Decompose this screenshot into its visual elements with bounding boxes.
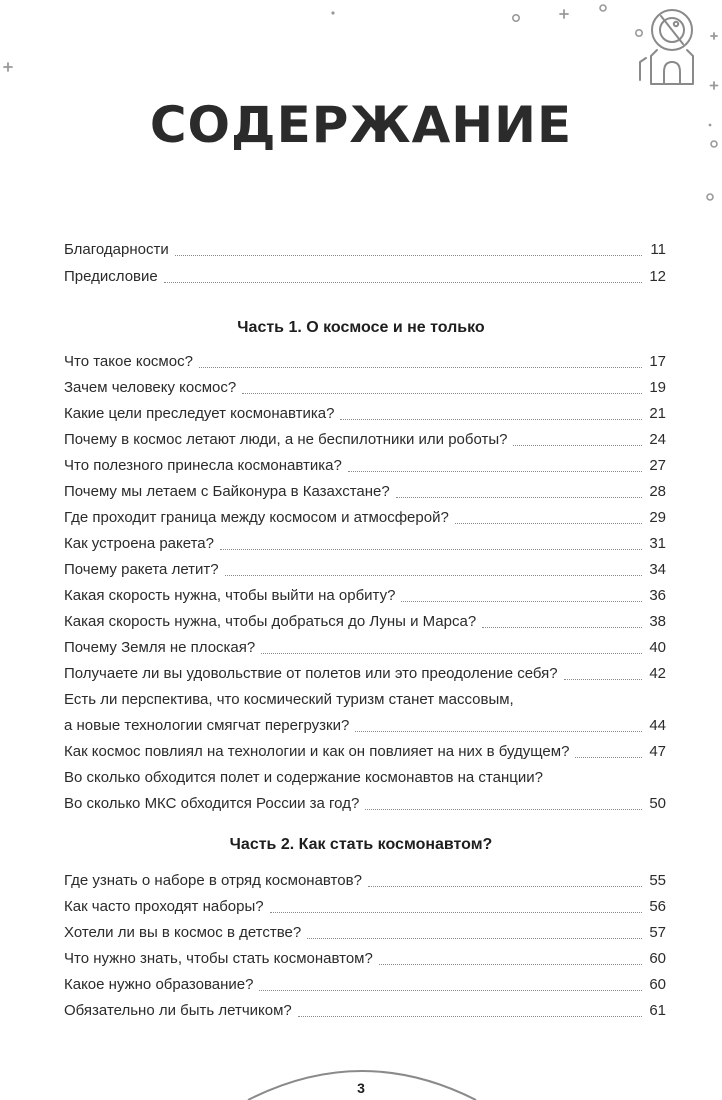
toc-entry-page: 60 bbox=[649, 976, 666, 993]
dot-leader bbox=[396, 497, 642, 498]
toc-entry-page: 21 bbox=[649, 405, 666, 422]
toc-entry-title: Зачем человеку космос? bbox=[64, 379, 237, 396]
dot-leader bbox=[242, 393, 642, 394]
toc-entry[interactable] bbox=[64, 894, 666, 920]
toc-entry-title-line: Во сколько обходится полет и содержание космонавтов на станции? bbox=[64, 769, 543, 786]
toc-entry-page: 60 bbox=[649, 950, 666, 967]
toc-entry-title: Какое нужно образование? bbox=[64, 976, 254, 993]
star-icon bbox=[711, 33, 717, 39]
dot-leader bbox=[513, 445, 642, 446]
toc-entry-title: Где узнать о наборе в отряд космонавтов? bbox=[64, 872, 362, 889]
star-icon bbox=[711, 82, 718, 89]
dot-leader bbox=[261, 653, 642, 654]
toc-entry-title: Какие цели преследует космонавтика? bbox=[64, 405, 335, 422]
astronaut-icon bbox=[640, 10, 693, 84]
toc-entry-title: Во сколько МКС обходится России за год? bbox=[64, 795, 360, 812]
toc-entry[interactable] bbox=[64, 427, 666, 453]
page-title: СОДЕРЖАНИЕ bbox=[149, 96, 573, 154]
toc-entry-title: Что такое космос? bbox=[64, 353, 193, 370]
page-number: 3 bbox=[357, 1080, 365, 1096]
toc-entry-page: 29 bbox=[649, 509, 666, 526]
toc-entry[interactable] bbox=[64, 453, 666, 479]
dot-leader bbox=[401, 601, 642, 602]
toc-entry-page: 31 bbox=[649, 535, 666, 552]
dot-leader bbox=[175, 255, 642, 256]
section-heading-part1: Часть 1. О космосе и не только bbox=[237, 319, 485, 336]
toc-entry[interactable] bbox=[64, 349, 666, 375]
toc-entry-title: Почему Земля не плоская? bbox=[64, 639, 256, 656]
toc-entry-page: 24 bbox=[649, 431, 666, 448]
toc-entry[interactable] bbox=[64, 920, 666, 946]
toc-entry-page: 40 bbox=[649, 639, 666, 656]
dot-leader bbox=[355, 731, 642, 732]
toc-entry[interactable] bbox=[64, 998, 666, 1024]
toc-entry-page: 28 bbox=[649, 483, 666, 500]
toc-entry-title: Что нужно знать, чтобы стать космонавтом? bbox=[64, 950, 373, 967]
dot-leader bbox=[307, 938, 642, 939]
toc-entry[interactable] bbox=[64, 479, 666, 505]
toc-entry[interactable] bbox=[64, 609, 666, 635]
dot-leader bbox=[298, 1016, 642, 1017]
dot-leader bbox=[564, 679, 642, 680]
toc-entry-title: Хотели ли вы в космос в детстве? bbox=[64, 924, 302, 941]
toc-entry-page: 61 bbox=[649, 1002, 666, 1019]
toc-entry-title: Почему в космос летают люди, а не беспилотники или роботы? bbox=[64, 431, 508, 448]
toc-entry-multiline[interactable] bbox=[64, 765, 666, 817]
toc-entry-page: 19 bbox=[649, 379, 666, 396]
toc-entry[interactable] bbox=[64, 972, 666, 998]
toc-entry-page: 34 bbox=[649, 561, 666, 578]
dot-leader bbox=[482, 627, 642, 628]
dot-leader bbox=[270, 912, 642, 913]
toc-entry-title: Как космос повлиял на технологии и как он повлияет на них в будущем? bbox=[64, 743, 570, 760]
toc-entry[interactable] bbox=[64, 401, 666, 427]
toc-entry[interactable] bbox=[64, 505, 666, 531]
dot-leader bbox=[259, 990, 642, 991]
toc-entry-title: Как устроена ракета? bbox=[64, 535, 214, 552]
toc-entry-page: 55 bbox=[649, 872, 666, 889]
toc-part1 bbox=[64, 349, 666, 817]
dot-leader bbox=[368, 886, 642, 887]
toc-entry[interactable] bbox=[64, 531, 666, 557]
toc-entry[interactable] bbox=[64, 661, 666, 687]
toc-entry-page: 12 bbox=[649, 268, 666, 285]
toc-entry-page: 27 bbox=[649, 457, 666, 474]
planet-icon bbox=[707, 194, 713, 200]
toc-entry-page: 50 bbox=[649, 795, 666, 812]
section-heading-part2: Часть 2. Как стать космонавтом? bbox=[229, 836, 493, 853]
toc-entry-page: 11 bbox=[650, 241, 666, 258]
toc-entry-title: Обязательно ли быть летчиком? bbox=[64, 1002, 292, 1019]
dot-leader bbox=[164, 282, 642, 283]
dot-leader bbox=[225, 575, 642, 576]
dot-leader bbox=[220, 549, 642, 550]
toc-entry-title: Какая скорость нужна, чтобы добраться до Луны и Марса? bbox=[64, 613, 477, 630]
dot-leader bbox=[340, 419, 642, 420]
toc-entry-title: Предисловие bbox=[64, 268, 158, 285]
toc-entry-multiline[interactable] bbox=[64, 687, 666, 739]
toc-entry-title: Почему ракета летит? bbox=[64, 561, 219, 578]
toc-entry-page: 42 bbox=[649, 665, 666, 682]
toc-entry-page: 17 bbox=[649, 353, 666, 370]
toc-entry[interactable] bbox=[64, 237, 666, 263]
toc-entry[interactable] bbox=[64, 264, 666, 290]
toc-part2 bbox=[64, 868, 666, 1024]
planet-icon bbox=[513, 15, 519, 21]
dot-leader bbox=[199, 367, 642, 368]
star-icon bbox=[560, 10, 568, 18]
star-icon bbox=[4, 63, 12, 71]
toc-entry-page: 38 bbox=[649, 613, 666, 630]
planet-icon bbox=[600, 5, 606, 11]
dot-leader bbox=[365, 809, 642, 810]
toc-entry-title: Где проходит граница между космосом и атмосферой? bbox=[64, 509, 449, 526]
toc-entry-title: Какая скорость нужна, чтобы выйти на орбиту? bbox=[64, 587, 396, 604]
toc-entry-page: 44 bbox=[649, 717, 666, 734]
toc-entry-page: 57 bbox=[649, 924, 666, 941]
toc-entry[interactable] bbox=[64, 375, 666, 401]
toc-entry-title-line: Есть ли перспектива, что космический туризм станет массовым, bbox=[64, 691, 514, 708]
toc-entry-title: Получаете ли вы удовольствие от полетов или это преодоление себя? bbox=[64, 665, 558, 682]
toc-entry[interactable] bbox=[64, 557, 666, 583]
toc-entry[interactable] bbox=[64, 635, 666, 661]
dot-leader bbox=[379, 964, 642, 965]
toc-entry-title: а новые технологии смягчат перегрузки? bbox=[64, 717, 350, 734]
toc-entry[interactable] bbox=[64, 739, 666, 765]
dot-leader bbox=[455, 523, 642, 524]
toc-entry-page: 47 bbox=[649, 743, 666, 760]
toc-entry-title: Что полезного принесла космонавтика? bbox=[64, 457, 342, 474]
toc-intro bbox=[64, 237, 666, 290]
toc-entry-title: Благодарности bbox=[64, 241, 169, 258]
dot-leader bbox=[575, 757, 642, 758]
dot-leader bbox=[348, 471, 642, 472]
toc-entry-page: 56 bbox=[649, 898, 666, 915]
toc-entry-title: Почему мы летаем с Байконура в Казахстане? bbox=[64, 483, 390, 500]
toc-entry[interactable] bbox=[64, 868, 666, 894]
toc-entry[interactable] bbox=[64, 946, 666, 972]
planet-icon bbox=[636, 30, 642, 36]
toc-entry-page: 36 bbox=[649, 587, 666, 604]
toc-entry-title: Как часто проходят наборы? bbox=[64, 898, 264, 915]
toc-entry[interactable] bbox=[64, 583, 666, 609]
